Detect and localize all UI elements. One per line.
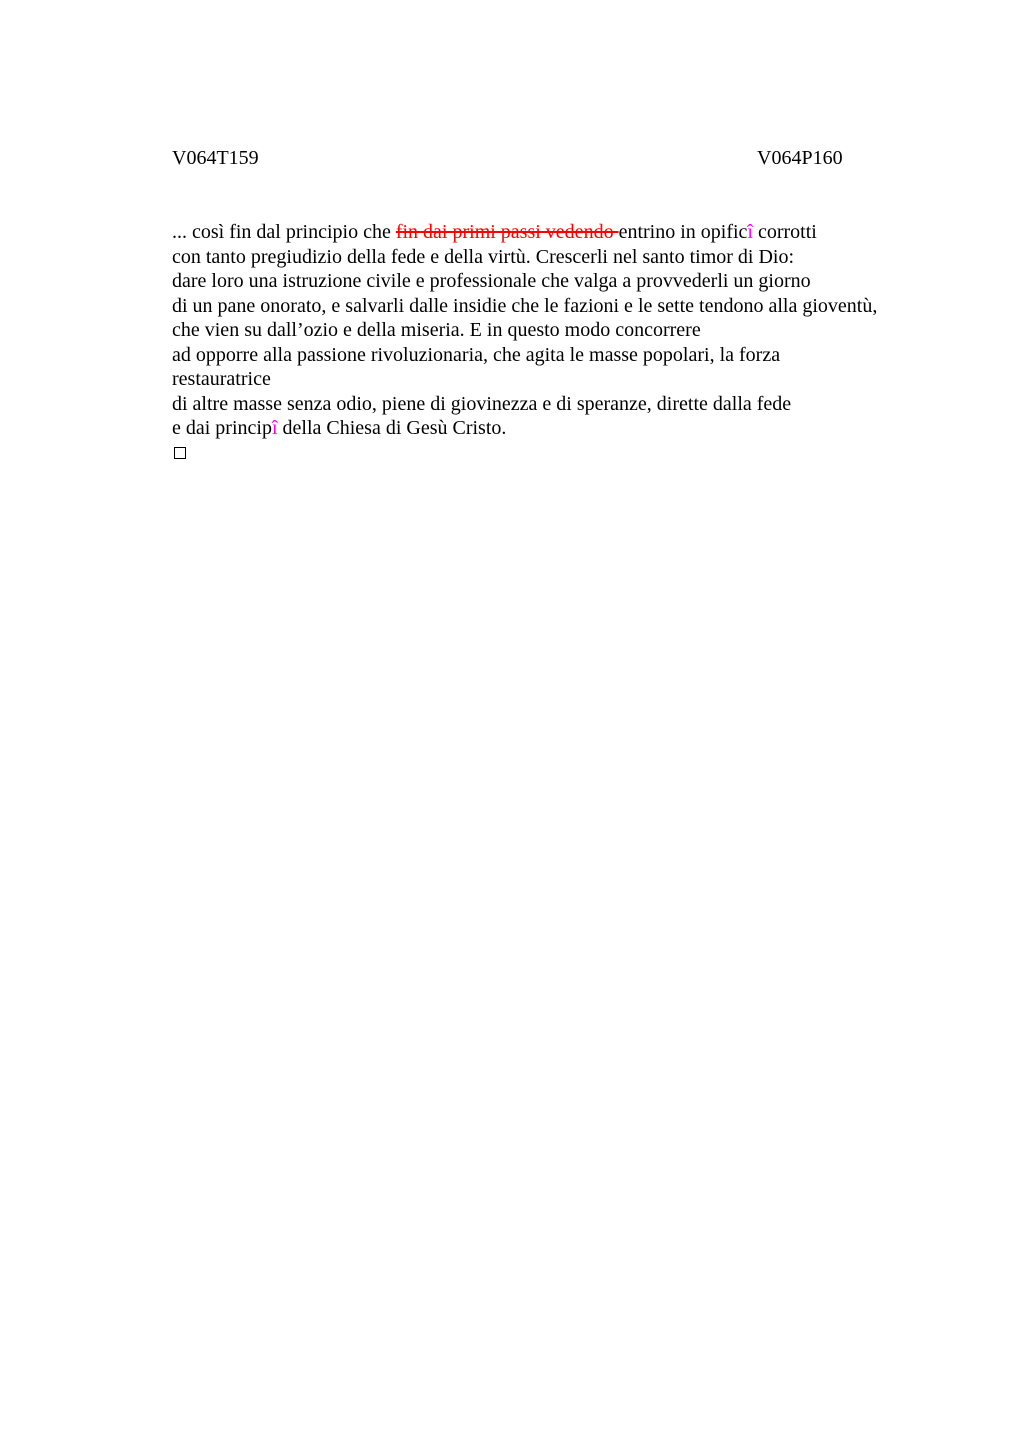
text-line-7: restauratrice <box>172 368 271 390</box>
text-segment: della Chiesa di Gesù Cristo. <box>277 417 507 439</box>
text-segment: ... così fin dal principio che <box>172 221 396 243</box>
text-line-5: che vien su dall’ozio e della miseria. E in questo modo concorrere <box>172 319 701 341</box>
text-line-6: ad opporre alla passione rivoluzionaria, che agita le masse popolari, la forza <box>172 343 781 366</box>
text-line-8: di altre masse senza odio, piene di giovinezza e di speranze, dirette dalla fede <box>172 392 792 415</box>
deleted-text: fin dai primi passi vedendo <box>395 221 619 243</box>
text-line-1 <box>172 220 912 245</box>
text-line-2: con tanto pregiudizio della fede e della virtù. Crescerli nel santo timor di Dio: <box>172 245 795 268</box>
body-text <box>172 220 912 459</box>
text-segment: entrino in opific <box>618 221 748 243</box>
text-line-3: dare loro una istruzione civile e professionale che valga a provvederli un giorno <box>172 270 811 292</box>
end-of-text-box-icon <box>174 447 186 459</box>
header-left-code: V064T159 <box>172 147 259 169</box>
text-segment: e dai princip <box>172 417 272 439</box>
text-line-9 <box>172 416 912 441</box>
text-segment: corrotti <box>752 221 817 243</box>
text-line-4: di un pane onorato, e salvarli dalle insidie che le fazioni e le sette tendono alla gioventù, <box>172 294 878 317</box>
correction-marker: î <box>271 417 278 439</box>
header-right-code: V064P160 <box>757 147 843 169</box>
correction-marker: î <box>747 221 753 243</box>
